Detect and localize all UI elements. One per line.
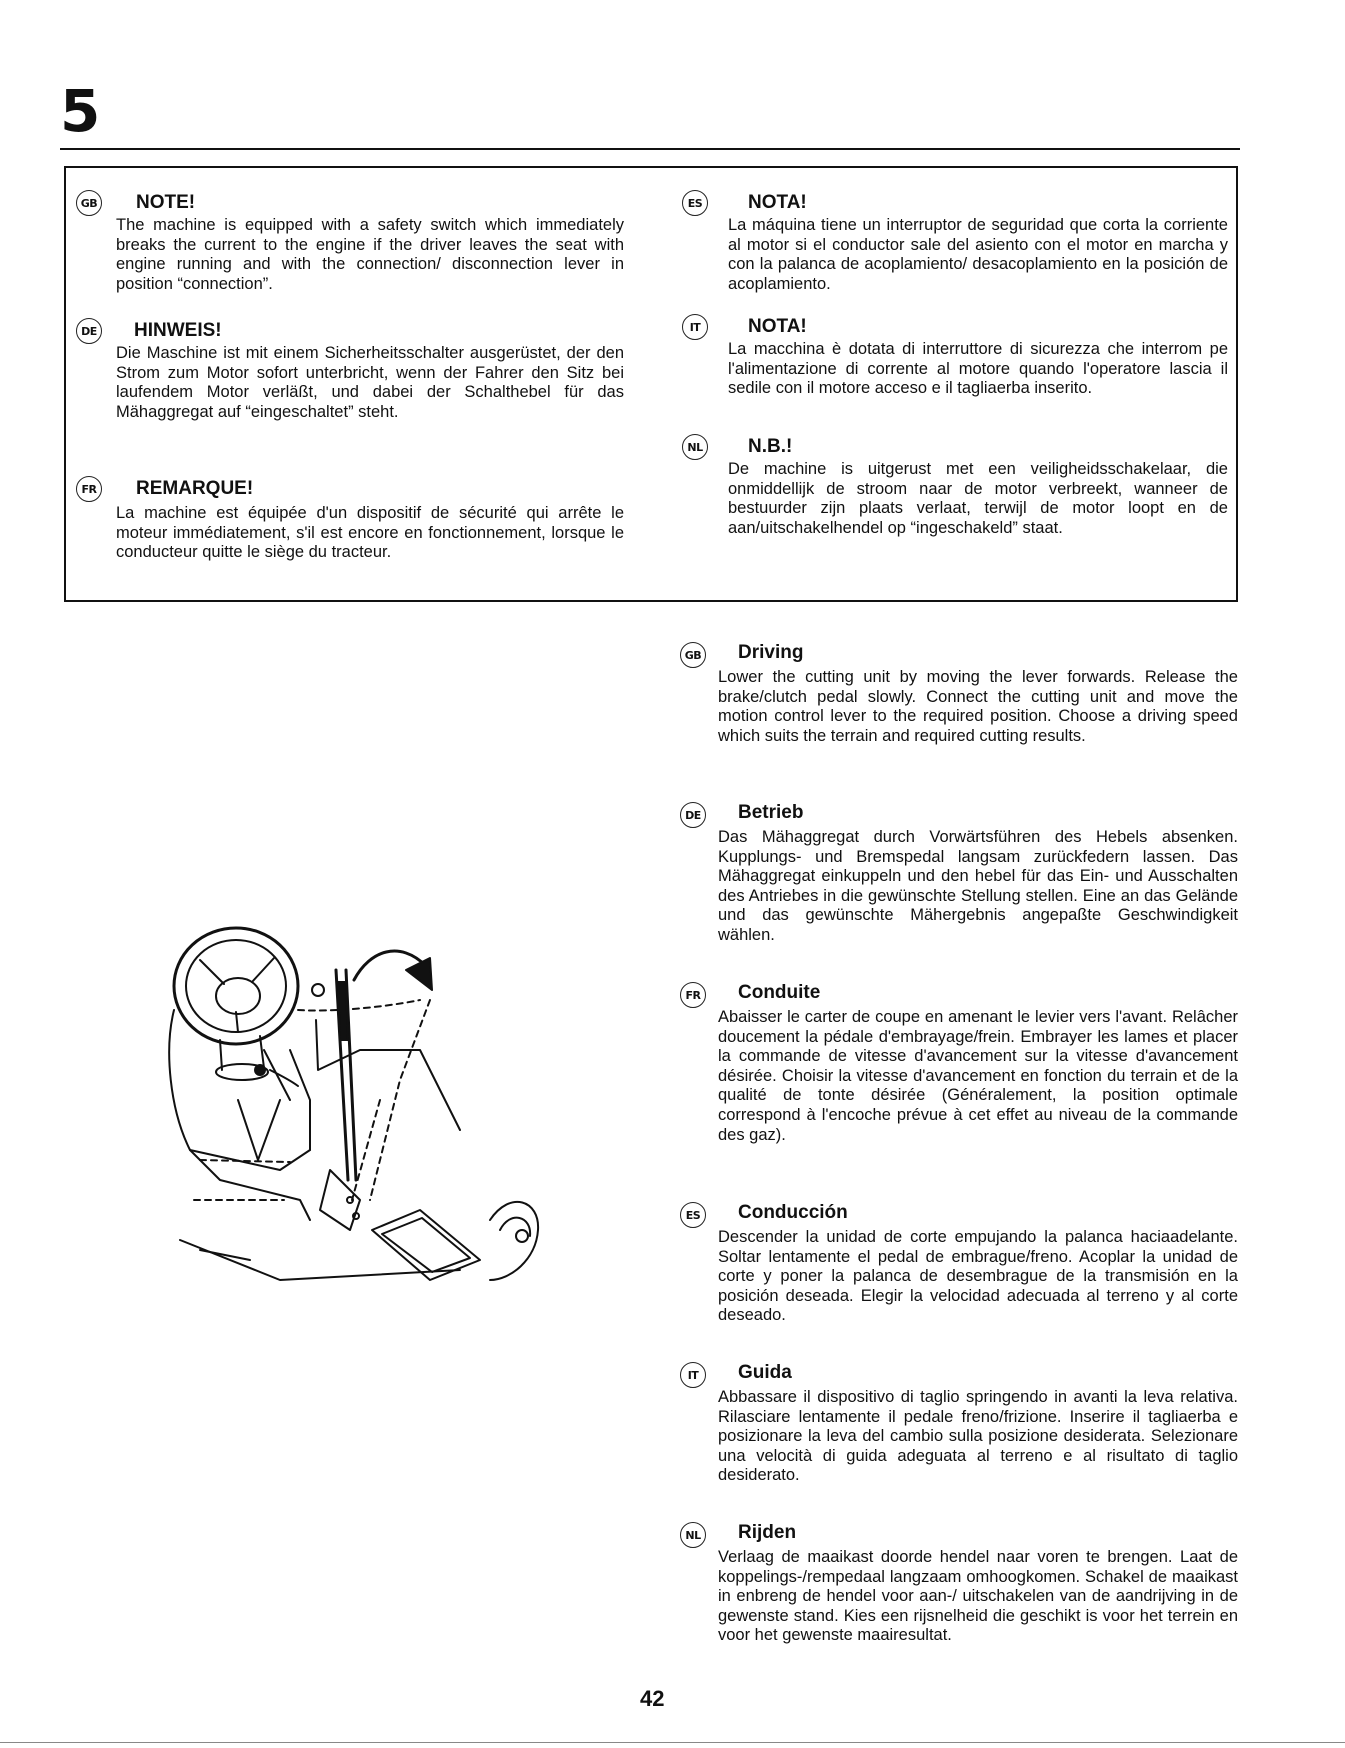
- it-language-badge-icon: IT: [682, 314, 708, 340]
- section-body: Lower the cutting unit by moving the lever forwards. Release the brake/clutch pedal slowly. Connect the cutting unit and move the motion control lever to the required position. Choose a driving speed which suits the terrain and required cutting results.: [718, 668, 1238, 745]
- note-title: NOTA!: [748, 192, 807, 213]
- section-body: Abbassare il dispositivo di taglio springendo in avanti la leva relativa. Rilasciare lentamente il pedale freno/frizione. Inserire il tagliaerba e posizionare la leva del cambio sulla posizione desiderata. Selezionare una velocità di guida adeguata al terreno e al risultato di taglio desiderato.: [718, 1388, 1238, 1485]
- note-title: REMARQUE!: [136, 478, 254, 499]
- it-language-badge-icon: IT: [680, 1362, 706, 1388]
- note-body: De machine is uitgerust met een veiligheidsschakelaar, die onmiddellijk de stroom naar de motor verbreekt, wanneer de bestuurder zijn plaats verlaat, terwijl de motor loopt en de aan/uitschakelhendel op “ingeschakeld” staat.: [728, 460, 1228, 537]
- nl-language-badge-icon: NL: [680, 1522, 706, 1548]
- note-body: The machine is equipped with a safety switch which immediately breaks the current to the engine if the driver leaves the seat with engine running and with the connection/ disconnection lever in position “connection”.: [116, 216, 624, 293]
- note-title: N.B.!: [748, 436, 793, 457]
- nl-language-badge-icon: NL: [682, 434, 708, 460]
- fr-language-badge-icon: FR: [680, 982, 706, 1008]
- page-number: 42: [640, 1686, 665, 1711]
- section-body: Verlaag de maaikast doorde hendel naar voren te brengen. Laat de koppelings-/rempedaal langzaam omhoogkomen. Schakel de maaikast in enbreng de hendel voor aan-/ uitschakelen van de aandrijving in de gewenste stand. Kies een rijsnelheid die geschikt is voor het terrein en voor het gewenste maairesultat.: [718, 1548, 1238, 1645]
- safety-note-box: [64, 166, 1238, 602]
- section-title: Guida: [738, 1362, 792, 1383]
- tractor-lever-illustration: [160, 900, 560, 1300]
- section-title: Conducción: [738, 1202, 848, 1223]
- note-title: NOTE!: [136, 192, 196, 213]
- fr-language-badge-icon: FR: [76, 476, 102, 502]
- gb-language-badge-icon: GB: [680, 642, 706, 668]
- note-title: NOTA!: [748, 316, 807, 337]
- note-body: La machine est équipée d'un dispositif de sécurité qui arrête le moteur immédiatement, s'il est encore en fonctionnement, lorsque le conducteur quitte le siège du tracteur.: [116, 504, 624, 562]
- footer-rule: [0, 1742, 1345, 1743]
- de-language-badge-icon: DE: [76, 318, 102, 344]
- es-language-badge-icon: ES: [680, 1202, 706, 1228]
- note-body: Die Maschine ist mit einem Sicherheitsschalter ausgerüstet, der den Strom zum Motor sofort unterbricht, wenn der Fahrer den Sitz bei laufendem Motor verläßt, und dabei der Schalthebel für das Mähaggregat auf “eingeschaltet” steht.: [116, 344, 624, 421]
- note-body: La macchina è dotata di interruttore di sicurezza che interrom pe l'alimentazione di corrente al motore quando l'operatore lascia il sedile con il motore acceso e il tagliaerba inserito.: [728, 340, 1228, 398]
- gb-language-badge-icon: GB: [76, 190, 102, 216]
- section-title: Conduite: [738, 982, 821, 1003]
- chapter-number: 5: [60, 77, 101, 145]
- header-rule: [60, 148, 1240, 150]
- es-language-badge-icon: ES: [682, 190, 708, 216]
- section-body: Abaisser le carter de coupe en amenant le levier vers l'avant. Relâcher doucement la pédale d'embrayage/frein. Embrayer les lames et placer la commande de vitesse d'avancement sur la vitesse d'avancement désirée. Choisir la vitesse d'avancement en fonction du terrain et de la qualité de tonte désirée (Généralement, la position optimale correspond à l'encoche prévue à cet effet au niveau de la commande des gaz).: [718, 1008, 1238, 1144]
- section-title: Betrieb: [738, 802, 804, 823]
- note-title: HINWEIS!: [134, 320, 222, 341]
- de-language-badge-icon: DE: [680, 802, 706, 828]
- section-body: Descender la unidad de corte empujando la palanca haciaadelante. Soltar lentamente el pedal de embrague/freno. Acoplar la unidad de corte y poner la palanca de desembrague de la transmisión en la posición deseada. Elegir la velocidad adecuada al terreno y al corte deseado.: [718, 1228, 1238, 1325]
- note-body: La máquina tiene un interruptor de seguridad que corta la corriente al motor si el conductor sale del asiento con el motor en marcha y con la palanca de acoplamiento/ desacoplamiento en la posición de acoplamiento.: [728, 216, 1228, 293]
- section-body: Das Mähaggregat durch Vorwärtsführen des Hebels absenken. Kupplungs- und Bremspedal langsam zurückfedern lassen. Das Mähaggregat einkuppeln und den hebel für das Ein- und Ausschalten des Antriebes in die gewünschte Stellung stellen. Eine an das Gelände und das gewünschte Mähergebnis angepaßte Geschwindigkeit wählen.: [718, 828, 1238, 944]
- section-title: Driving: [738, 642, 804, 663]
- section-title: Rijden: [738, 1522, 797, 1543]
